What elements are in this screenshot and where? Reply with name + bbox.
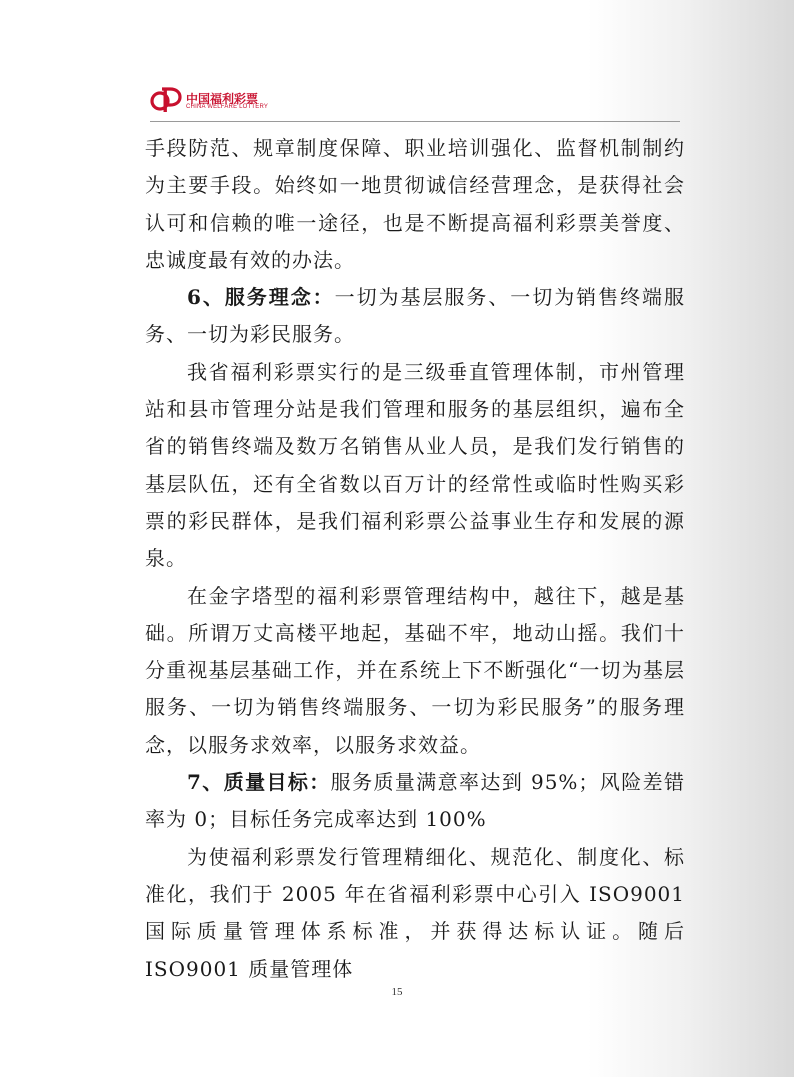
header-divider [150,121,680,122]
paragraph-management-system: 我省福利彩票实行的是三级垂直管理体制，市州管理站和县市管理分站是我们管理和服务的基层组织，遍布全省的销售终端及数万名销售从业人员，是我们发行销售的基层队伍，还有全省数以百万计的经常性或临时性购买彩票的彩民群体，是我们福利彩票公益事业生存和发展的源泉。 [145,359,685,571]
lottery-logo-mark-icon [150,86,184,114]
paragraph-continued: 手段防范、规章制度保障、职业培训强化、监督机制制约为主要手段。始终如一地贯彻诚信经营理念，是获得社会认可和信赖的唯一途径，也是不断提高福利彩票美誉度、忠诚度最有效的办法。 [145,136,685,272]
china-welfare-lottery-logo [150,84,280,120]
logo-text-chinese: 中国福利彩票 [186,92,259,106]
paragraph-text: 一切为基层服务、一切为销售终端服务、一切为彩民服务。 [145,285,685,347]
paragraph-service-concept [145,279,685,354]
logo-text-english: CHINA WELFARE LOTTERY [186,104,269,110]
page-number: 15 [391,986,403,998]
paragraph-text: 服务质量满意率达到 95%；风险差错率为 0；目标任务完成率达到 100% [145,770,685,832]
paragraph-iso9001: 为使福利彩票发行管理精细化、规范化、制度化、标准化，我们于 2005 年在省福利彩票中心引入 ISO9001 国际质量管理体系标准，并获得达标认证。随后 ISO9001 质量管理体 [145,844,685,981]
paragraph-quality-goal [145,764,685,839]
page-header [150,84,680,124]
document-body [145,130,685,988]
section-heading-quality-goal: 7、质量目标： [187,770,331,795]
paragraph-pyramid-structure: 在金字塔型的福利彩票管理结构中，越往下，越是基础。所谓万丈高楼平地起，基础不牢，地动山摇。我们十分重视基层基础工作，并在系统上下不断强化“一切为基层服务、一切为销售终端服务、一切为彩民服务”的服务理念，以服务求效率，以服务求效益。 [145,583,685,757]
section-heading-service-concept: 6、服务理念： [187,285,335,310]
